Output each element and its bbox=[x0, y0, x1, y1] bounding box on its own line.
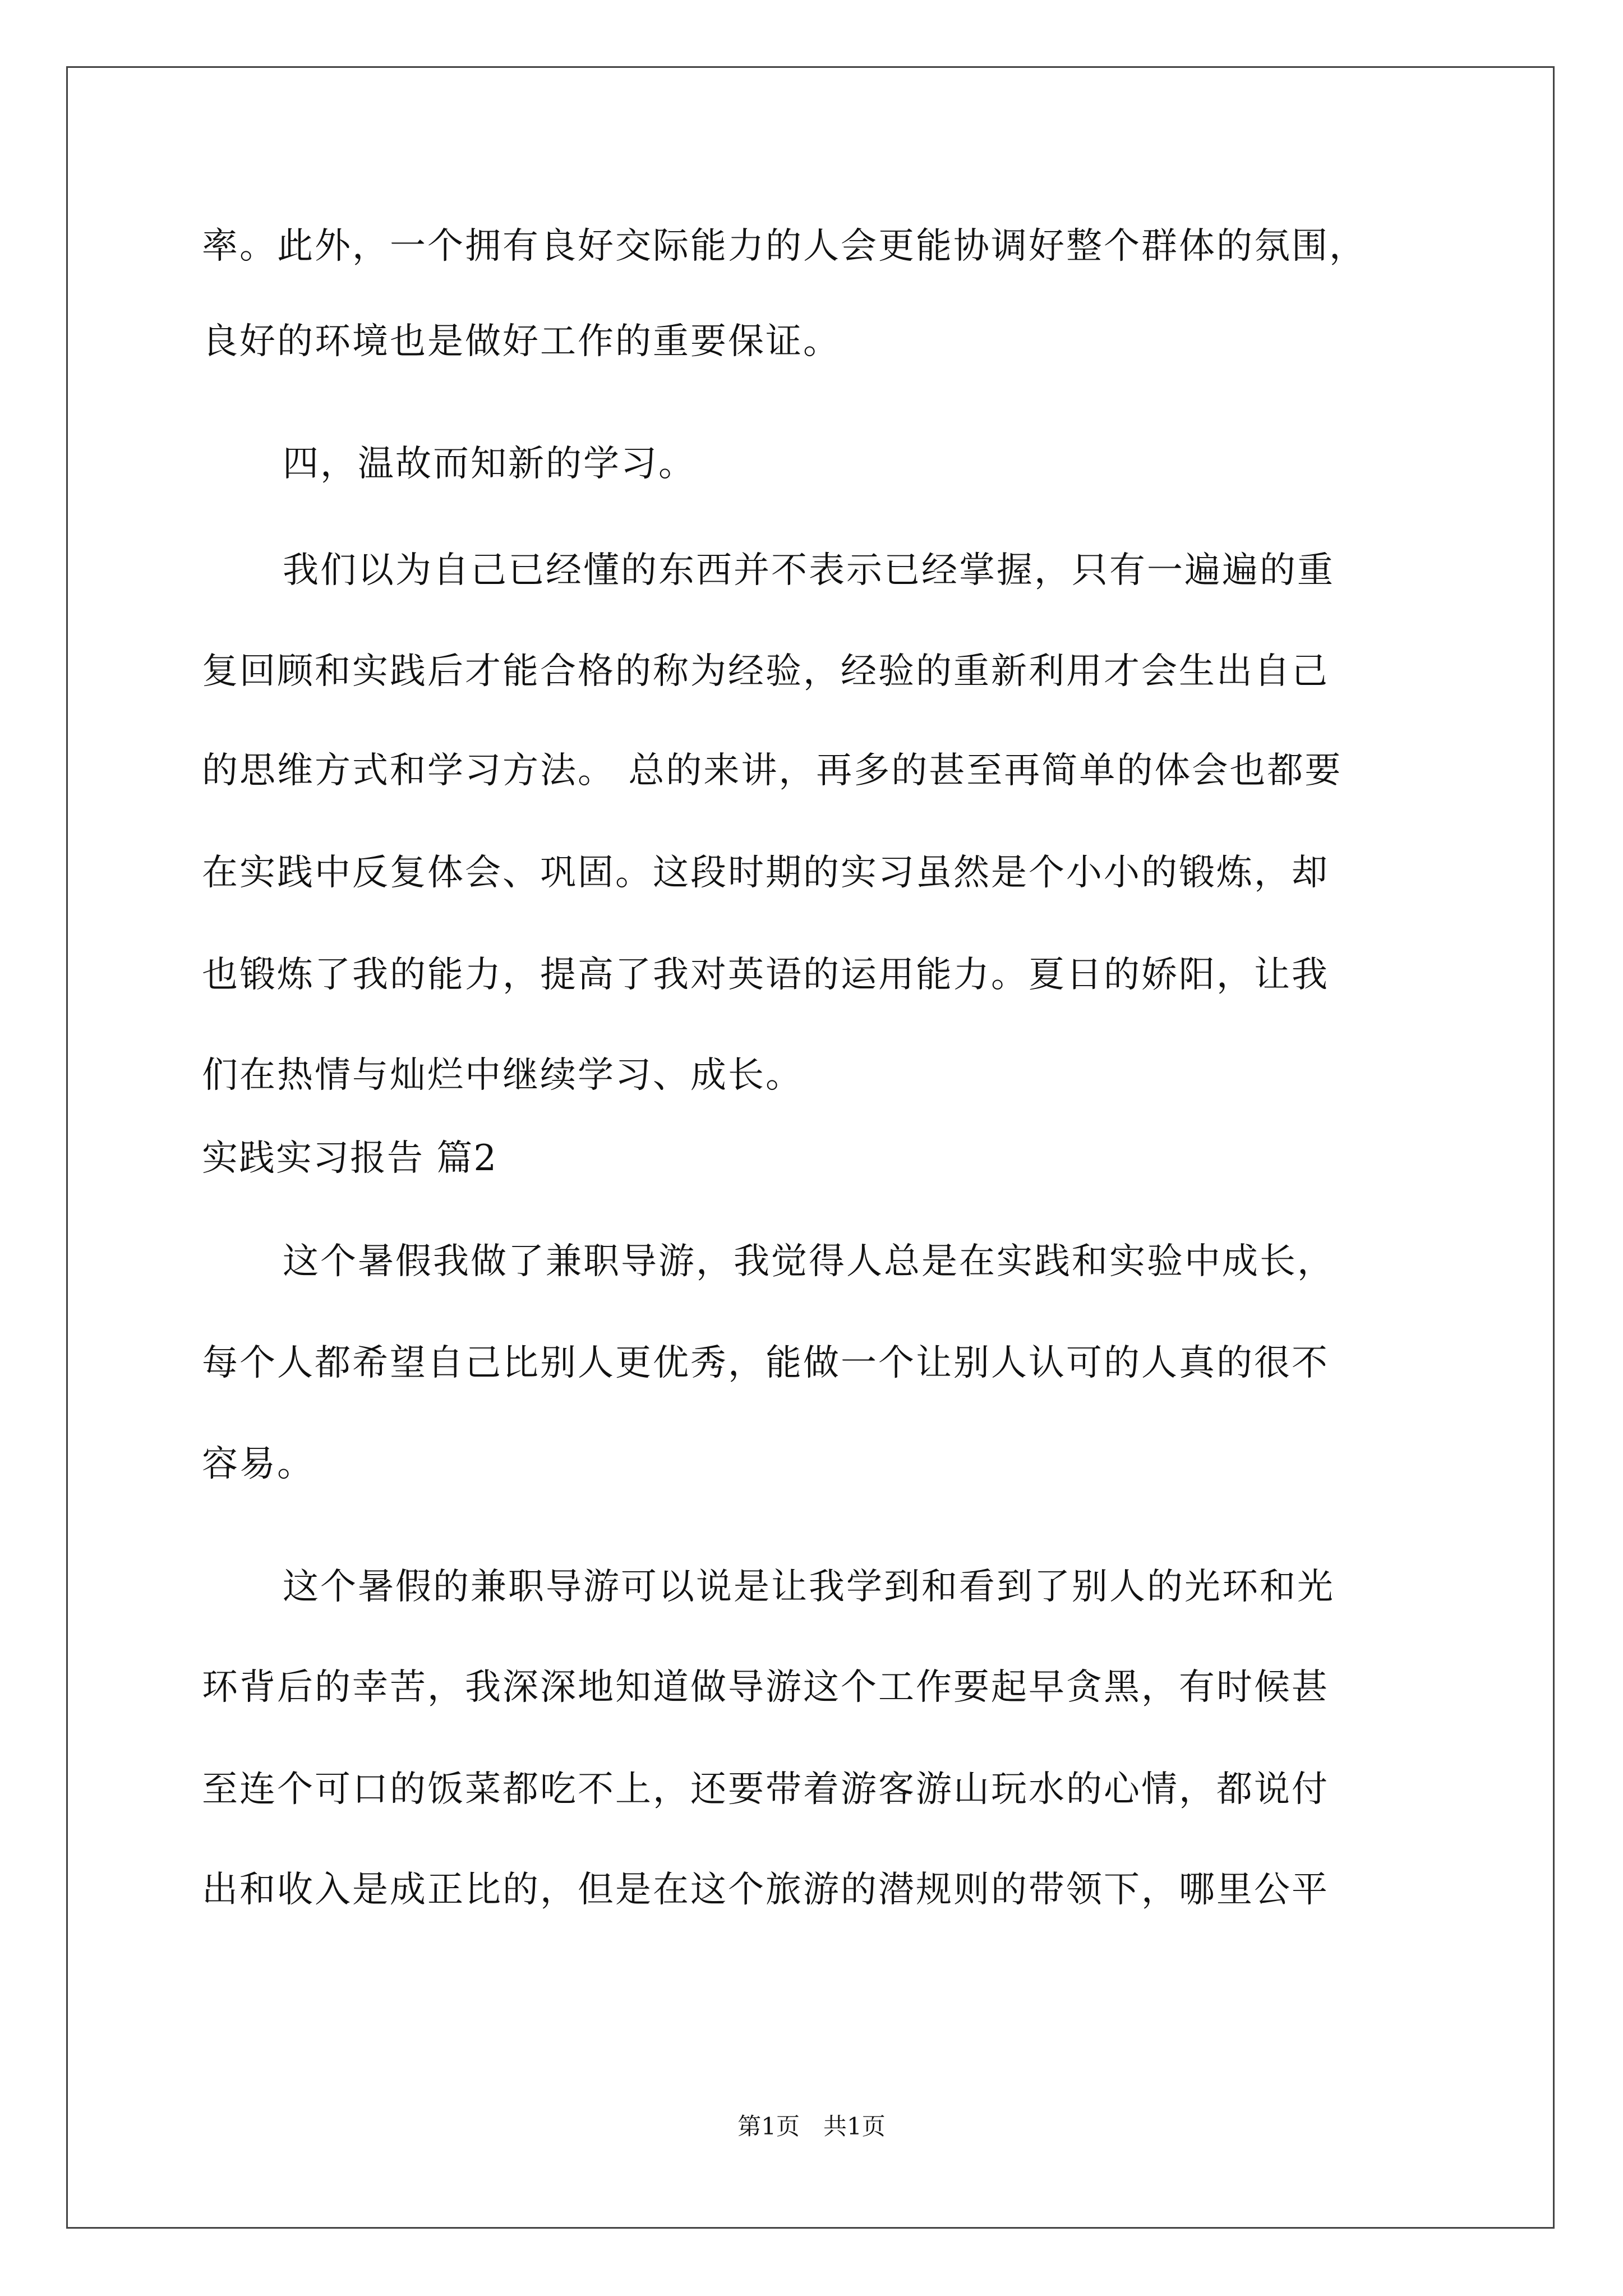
paragraph-line: 的思维方式和学习方法。 总的来讲，再多的甚至再简单的体会也都要 bbox=[202, 750, 1343, 792]
section-heading: 实践实习报告 篇2 bbox=[202, 1138, 498, 1179]
page-number: 第1页 共1页 bbox=[737, 2113, 886, 2140]
paragraph-line: 们在热情与灿烂中继续学习、成长。 bbox=[202, 1055, 803, 1096]
paragraph-line: 容易。 bbox=[202, 1443, 315, 1485]
paragraph-line: 也锻炼了我的能力，提高了我对英语的运用能力。夏日的娇阳，让我 bbox=[202, 954, 1329, 996]
section-subheading: 四，温故而知新的学习。 bbox=[283, 443, 696, 485]
paragraph-line: 良好的环境也是做好工作的重要保证。 bbox=[202, 321, 841, 362]
paragraph-line: 复回顾和实践后才能合格的称为经验，经验的重新利用才会生出自己 bbox=[202, 651, 1329, 692]
paragraph-line: 出和收入是成正比的，但是在这个旅游的潜规则的带领下，哪里公平 bbox=[202, 1869, 1329, 1911]
paragraph-line: 我们以为自己已经懂的东西并不表示已经掌握，只有一遍遍的重 bbox=[283, 550, 1335, 591]
paragraph-line: 这个暑假的兼职导游可以说是让我学到和看到了别人的光环和光 bbox=[283, 1566, 1335, 1608]
paragraph-line: 环背后的幸苦，我深深地知道做导游这个工作要起早贪黑，有时候甚 bbox=[202, 1667, 1329, 1708]
paragraph-line: 每个人都希望自己比别人更优秀，能做一个让别人认可的人真的很不 bbox=[202, 1342, 1329, 1384]
paragraph-line: 率。此外，一个拥有良好交际能力的人会更能协调好整个群体的氛围， bbox=[202, 226, 1367, 267]
paragraph-line: 至连个可口的饭菜都吃不上，还要带着游客游山玩水的心情，都说付 bbox=[202, 1769, 1329, 1810]
paragraph-line: 这个暑假我做了兼职导游，我觉得人总是在实践和实验中成长， bbox=[283, 1241, 1335, 1282]
paragraph-line: 在实践中反复体会、巩固。这段时期的实习虽然是个小小的锻炼，却 bbox=[202, 852, 1329, 894]
